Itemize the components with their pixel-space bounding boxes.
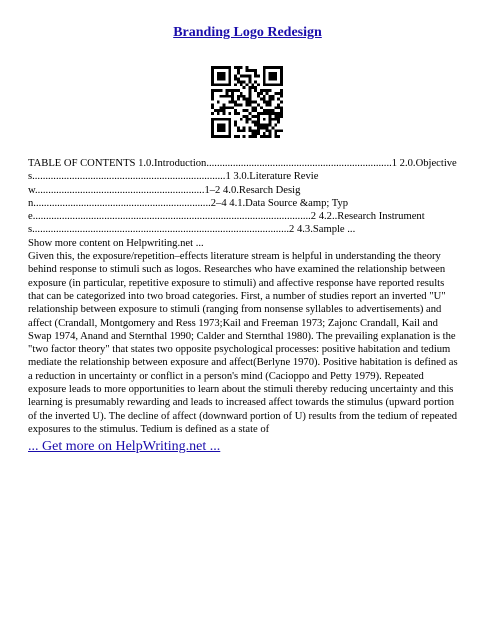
page-title[interactable]: Branding Logo Redesign — [173, 25, 322, 40]
document-body — [28, 157, 462, 436]
table-of-contents: TABLE OF CONTENTS 1.0.Introduction......................................................................1 2.0.Objectives.........................................................................1 3.0.Literature Review................................................................1–2 4.0.Resarch Design...................................................................2–4 4.1.Data Source &amp; Type.........................................................................................................2 4.2..Research Instruments.................................................................................................2 4.3.Sample ... — [28, 158, 457, 236]
article-text: Given this, the exposure/repetition–effects literature stream is helpful in understanding the theory behind response to stimuli such as logos. Researches who have examined the relationship between exposure (in particular, repetitive exposure to stimuli) and affective response have reported results that can be categorized into two broad categories. First, a number of studies report an inverted "U" relationship between exposure to stimuli (ranging from nonsense syllables to advertisements) and affect (Crandall, Montgomery and Ress 1973;Kail and Freeman 1973; Zajonc Crandall, Kail and Swap 1974, Anand and Sternthal 1990; Calder and Sternthal 1980). The prevailing explanation is the "two factor theory" that states two opposite psychological processes: positive habitation and tedium mediate the relationship between exposure and affect(Berlyne 1970). Positive habitation is defined as a reduction in uncertainty or conflict in a person's mind (Cacioppo and Petty 1979). Repeated exposure leads to more opportunities to learn about the stimuli thereby reducing uncertainty and this learning is presumably rewarding and leads to increased affect towards the stimulus (upward portion of the inverted U). The decline of affect (downward portion of U) results from the tedium of repeated exposures to the stimulus. Tedium is defined as a state of — [28, 251, 458, 435]
qr-code-icon — [211, 66, 283, 138]
show-more-text: Show more content on Helpwriting.net ... — [28, 237, 204, 249]
get-more-link[interactable]: ... Get more on HelpWriting.net ... — [28, 439, 221, 454]
